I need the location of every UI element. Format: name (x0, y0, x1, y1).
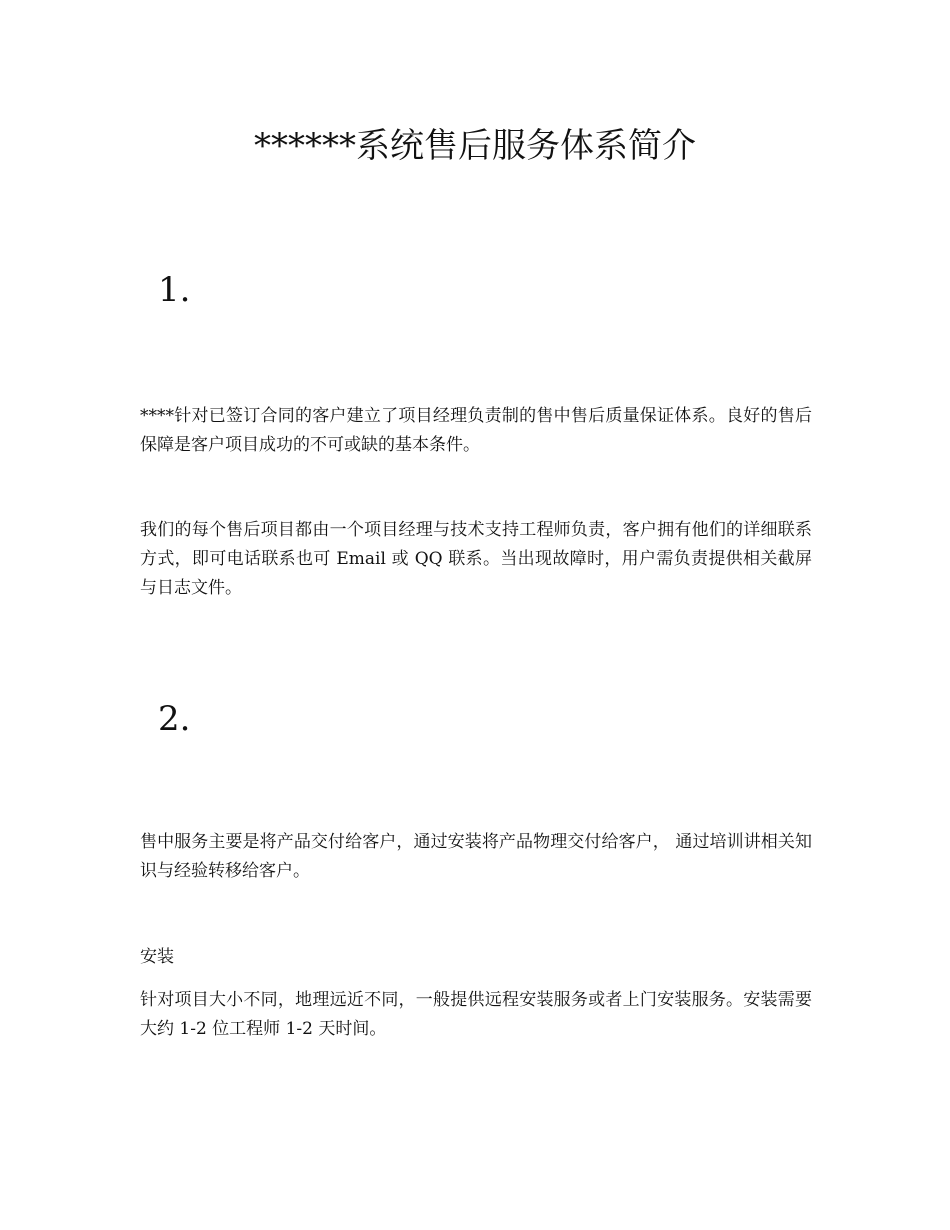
subsection-install-text: 针对项目大小不同，地理远近不同，一般提供远程安装服务或者上门安装服务。安装需要大约 1-2 位工程师 1-2 天时间。 (140, 990, 812, 1039)
section-2-paragraph-1: 售中服务主要是将产品交付给客户，通过安装将产品物理交付给客户， 通过培训讲相关知识与经验转移给客户。 (140, 832, 812, 881)
document-title: ******系统售后服务体系简介 (254, 126, 696, 166)
subsection-heading-install: 安装 (140, 947, 174, 967)
section-1-paragraph-2: 我们的每个售后项目都由一个项目经理与技术支持工程师负责，客户拥有他们的详细联系方式，即可电话联系也可 Email 或 QQ 联系。当出现故障时，用户需负责提供相关截屏与日志文件。 (140, 520, 812, 598)
section-number-1: 1. (158, 270, 191, 310)
section-number-2: 2. (158, 699, 191, 739)
section-1-paragraph-1: ****针对已签订合同的客户建立了项目经理负责制的售中售后质量保证体系。良好的售后保障是客户项目成功的不可或缺的基本条件。 (140, 406, 812, 455)
